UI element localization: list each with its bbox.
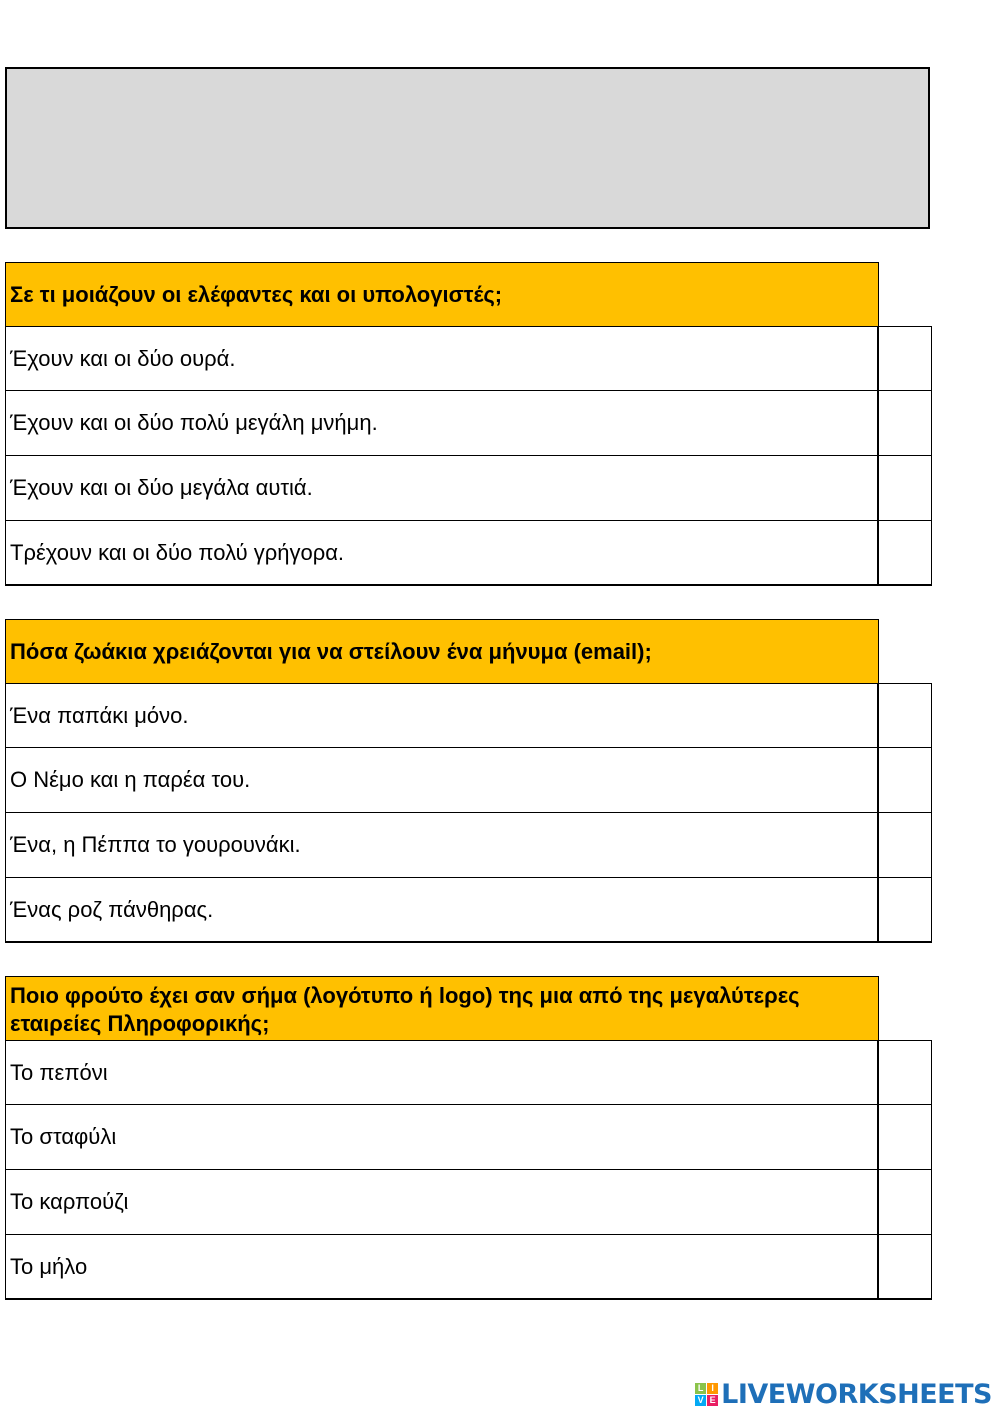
logo-tiles-icon <box>695 1383 718 1406</box>
answer-select-box[interactable] <box>879 748 931 812</box>
answer-row <box>5 1105 932 1170</box>
question-2-text: Πόσα ζωάκια χρειάζονται για να στείλουν ένα μήνυμα (email); <box>5 619 879 684</box>
answer-text: Ένα παπάκι μόνο. <box>6 684 879 747</box>
answer-row <box>5 521 932 586</box>
logo-tile: E <box>707 1395 718 1406</box>
answer-select-box[interactable] <box>879 878 931 941</box>
answer-select-box[interactable] <box>879 684 931 747</box>
question-1-answers <box>5 326 932 586</box>
answer-select-box[interactable] <box>879 1235 931 1298</box>
answer-text: Ένα, η Πέππα το γουρουνάκι. <box>6 813 879 877</box>
answer-text: Ο Νέμο και η παρέα του. <box>6 748 879 812</box>
answer-select-box[interactable] <box>879 456 931 520</box>
answer-select-box[interactable] <box>879 521 931 584</box>
question-2-answers <box>5 683 932 943</box>
answer-row <box>5 813 932 878</box>
liveworksheets-logo <box>695 1378 992 1410</box>
answer-text: Έχουν και οι δύο ουρά. <box>6 327 879 390</box>
answer-row <box>5 1170 932 1235</box>
answer-text: Το καρπούζι <box>6 1170 879 1234</box>
answer-row <box>5 1040 932 1105</box>
answer-text: Τρέχουν και οι δύο πολύ γρήγορα. <box>6 521 879 584</box>
answer-row <box>5 326 932 391</box>
answer-select-box[interactable] <box>879 1105 931 1169</box>
answer-row <box>5 456 932 521</box>
logo-tile: V <box>695 1395 706 1406</box>
question-3-text: Ποιο φρούτο έχει σαν σήμα (λογότυπο ή logo) της μια από της μεγαλύτερες εταιρείες Πληροφορικής; <box>5 976 879 1041</box>
answer-select-box[interactable] <box>879 327 931 390</box>
answer-row <box>5 748 932 813</box>
logo-tile: L <box>695 1383 706 1394</box>
answer-text: Ένας ροζ πάνθηρας. <box>6 878 879 941</box>
answer-select-box[interactable] <box>879 1041 931 1104</box>
logo-text: LIVEWORKSHEETS <box>721 1378 992 1410</box>
answer-select-box[interactable] <box>879 813 931 877</box>
answer-row <box>5 878 932 943</box>
answer-text: Έχουν και οι δύο πολύ μεγάλη μνήμη. <box>6 391 879 455</box>
question-1-text: Σε τι μοιάζουν οι ελέφαντες και οι υπολογιστές; <box>5 262 879 327</box>
answer-text: Έχουν και οι δύο μεγάλα αυτιά. <box>6 456 879 520</box>
title-box <box>5 67 930 229</box>
answer-row <box>5 1235 932 1300</box>
answer-select-box[interactable] <box>879 1170 931 1234</box>
question-3-answers <box>5 1040 932 1300</box>
answer-text: Το μήλο <box>6 1235 879 1298</box>
answer-row <box>5 683 932 748</box>
answer-select-box[interactable] <box>879 391 931 455</box>
answer-row <box>5 391 932 456</box>
answer-text: Το σταφύλι <box>6 1105 879 1169</box>
answer-text: Το πεπόνι <box>6 1041 879 1104</box>
logo-tile: I <box>707 1383 718 1394</box>
